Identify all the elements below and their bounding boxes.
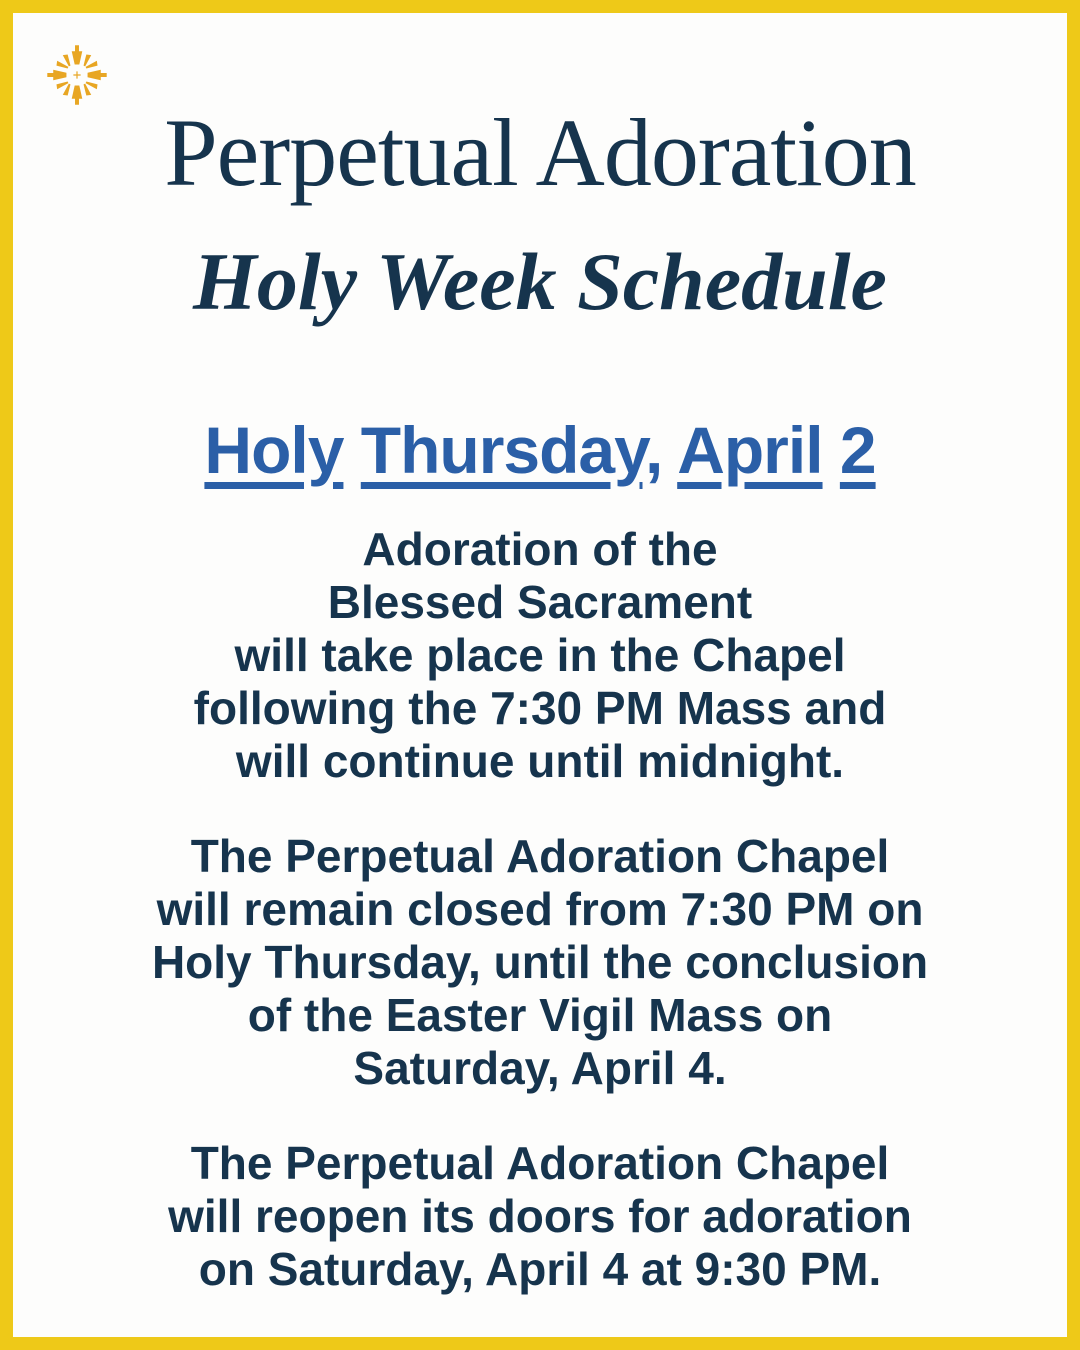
text-line: of the Easter Vigil Mass on [247,989,833,1041]
text-line: Blessed Sacrament [327,576,753,628]
monstrance-icon [44,42,110,108]
text-line: The Perpetual Adoration Chapel [190,830,890,882]
paragraph-chapel-reopen [13,1137,1067,1296]
text-line: will take place in the Chapel [234,629,846,681]
page-title: Perpetual Adoration [164,99,916,206]
date-heading-word: April [677,413,823,487]
paragraph-chapel-closed [13,830,1067,1095]
text-line: will continue until midnight. [235,735,845,787]
date-heading-word: 2 [839,413,876,487]
text-line: Holy Thursday, until the conclusion [151,936,929,988]
text-line: Saturday, April 4. [353,1042,727,1094]
date-heading-word: Holy [204,413,344,487]
text-line: on Saturday, April 4 at 9:30 PM. [198,1243,882,1295]
paragraph-adoration-details [13,523,1067,788]
date-heading [13,413,1067,487]
date-heading-word: Thursday, [360,413,663,487]
text-line: The Perpetual Adoration Chapel [190,1137,890,1189]
text-line: following the 7:30 PM Mass and [193,682,887,734]
page-subtitle: Holy Week Schedule [193,236,887,327]
text-line: will reopen its doors for adoration [168,1190,912,1242]
text-line: Adoration of the [362,523,718,575]
text-line: will remain closed from 7:30 PM on [156,883,924,935]
